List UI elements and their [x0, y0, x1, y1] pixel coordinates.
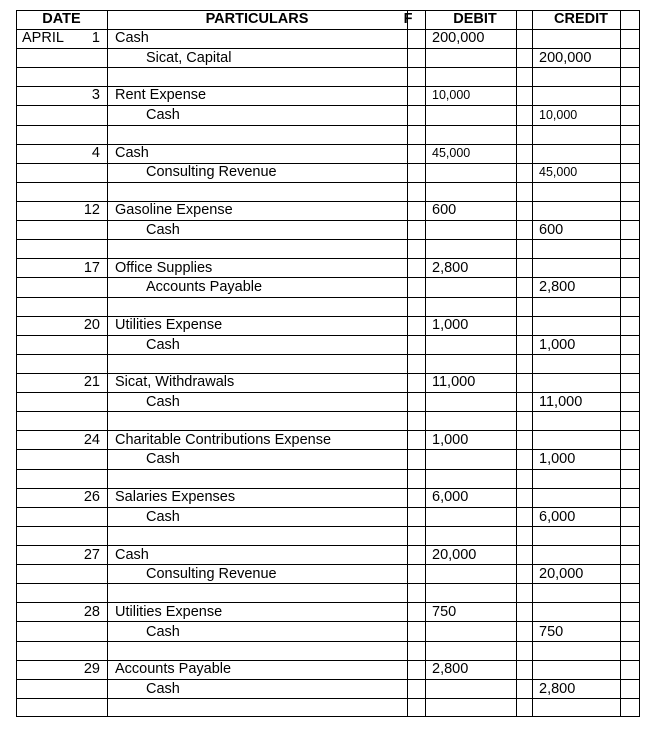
entry-credit-account: Cash	[146, 394, 180, 410]
entry-day: 20	[83, 317, 100, 333]
entry-credit-amount: 200,000	[539, 49, 592, 66]
entry-debit-amount: 45,000	[432, 145, 471, 160]
entry-credit-amount: 2,800	[539, 279, 576, 296]
entry-debit-amount: 6,000	[432, 489, 469, 506]
entry-credit-account: Consulting Revenue	[146, 164, 277, 181]
entry-day: 27	[83, 546, 100, 563]
entry-credit-account: Cash	[146, 623, 180, 640]
header-credit: CREDIT	[554, 11, 608, 27]
entry-debit-account: Gasoline Expense	[115, 202, 233, 219]
entry-day: 3	[91, 87, 100, 104]
entry-debit-account: Utilities Expense	[115, 317, 223, 333]
entry-debit-account: Charitable Contributions Expense	[115, 431, 332, 448]
entry-day: 12	[83, 202, 100, 219]
entry-debit-account: Cash	[115, 30, 149, 46]
entry-day: 4	[91, 144, 100, 161]
entry-credit-amount: 1,000	[539, 336, 576, 353]
entry-credit-account: Cash	[146, 336, 180, 353]
entry-credit-amount: 2,800	[539, 681, 576, 697]
header-debit: DEBIT	[453, 11, 497, 27]
entry-debit-amount: 200,000	[432, 30, 485, 46]
entry-credit-amount: 10,000	[539, 108, 578, 122]
entry-day: 24	[83, 431, 100, 448]
entry-debit-amount: 10,000	[432, 88, 471, 103]
general-journal-table	[16, 10, 640, 717]
entry-debit-amount: 1,000	[432, 431, 469, 448]
entry-debit-account: Salaries Expenses	[115, 489, 236, 506]
entry-credit-account: Cash	[146, 221, 180, 238]
entry-debit-account: Cash	[115, 546, 149, 563]
entry-credit-amount: 1,000	[539, 451, 576, 468]
entry-credit-account: Accounts Payable	[146, 279, 263, 296]
entry-credit-amount: 20,000	[539, 566, 584, 583]
header-folio: F	[403, 11, 413, 27]
entry-credit-account: Sicat, Capital	[146, 49, 232, 66]
entry-debit-amount: 2,800	[432, 661, 469, 678]
entry-credit-account: Consulting Revenue	[146, 566, 277, 583]
header-particulars: PARTICULARS	[205, 11, 309, 27]
entry-day: 28	[83, 604, 100, 620]
entry-credit-account: Cash	[146, 681, 180, 697]
entry-credit-amount: 45,000	[539, 165, 578, 180]
entry-credit-amount: 11,000	[539, 394, 583, 410]
entry-day: 17	[83, 259, 100, 276]
entry-debit-account: Utilities Expense	[115, 604, 223, 620]
entry-credit-account: Cash	[146, 508, 180, 525]
entry-credit-amount: 750	[539, 623, 564, 640]
entry-day: 29	[83, 661, 100, 678]
month-label: APRIL	[22, 30, 64, 46]
entry-day: 1	[91, 30, 100, 46]
entry-credit-account: Cash	[146, 451, 180, 468]
entry-debit-account: Cash	[115, 144, 149, 161]
entry-debit-amount: 1,000	[432, 317, 469, 333]
entry-debit-amount: 750	[432, 604, 457, 620]
entry-credit-amount: 600	[539, 221, 564, 238]
entry-credit-amount: 6,000	[539, 508, 576, 525]
entry-day: 21	[83, 374, 100, 391]
entry-day: 26	[83, 489, 100, 506]
entry-debit-account: Accounts Payable	[115, 661, 232, 678]
entry-debit-account: Office Supplies	[115, 259, 213, 276]
entry-credit-account: Cash	[146, 107, 180, 123]
entry-debit-account: Sicat, Withdrawals	[115, 374, 235, 391]
entry-debit-amount: 2,800	[432, 259, 469, 276]
entry-debit-account: Rent Expense	[115, 87, 207, 104]
header-date: DATE	[42, 11, 81, 27]
entry-debit-amount: 600	[432, 202, 457, 219]
entry-debit-amount: 11,000	[432, 374, 476, 391]
entry-debit-amount: 20,000	[432, 546, 477, 563]
